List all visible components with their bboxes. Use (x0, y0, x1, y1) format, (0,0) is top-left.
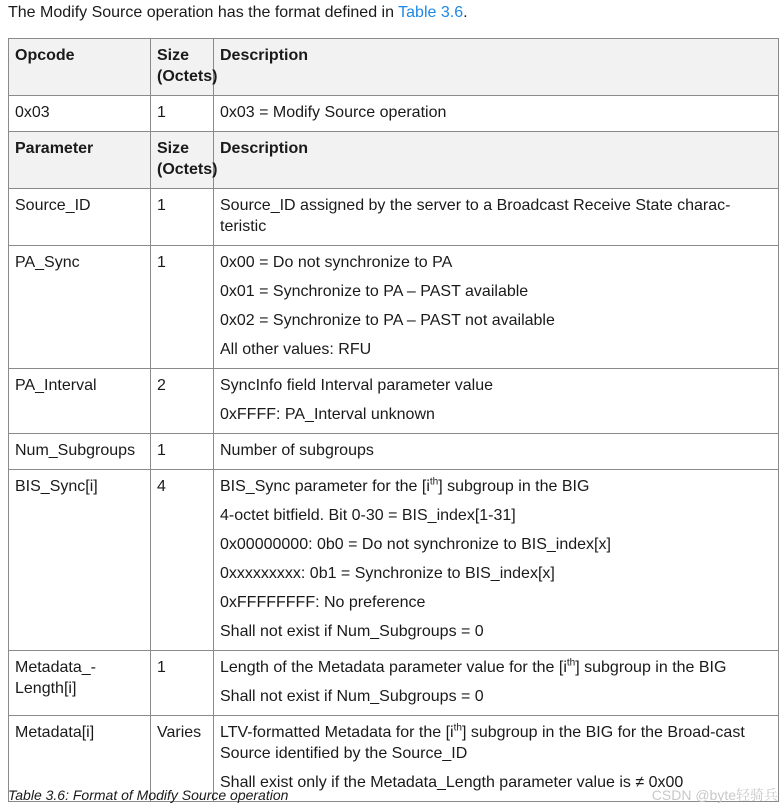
description-line: All other values: RFU (220, 341, 372, 358)
description-line: 0x03 = Modify Source operation (220, 104, 447, 121)
description-line: 0xFFFFFFFF: No preference (220, 594, 426, 611)
table-row (9, 434, 779, 470)
description-line: BIS_Sync parameter for the $[i^{th}]$ subgroup in the BIG (220, 476, 590, 495)
size-cell: 1 (151, 651, 214, 716)
watermark: CSDN @byte轻骑兵 (651, 787, 778, 803)
description-line: Length of the Metadata parameter value for the $[i^{th}]$ subgroup in the BIG (220, 657, 727, 676)
description-cell (214, 369, 779, 434)
size-cell: Varies (151, 716, 214, 802)
description-line: 0xxxxxxxxx: 0b1 = Synchronize to BIS_index[x] (220, 565, 555, 582)
parameter-header-row (9, 132, 779, 189)
header-cell: Opcode (9, 39, 151, 96)
intro-text: The Modify Source operation has the format defined in (8, 4, 399, 21)
header-cell: Parameter (9, 132, 151, 189)
header-cell: Description (214, 39, 779, 96)
opcode-header-row (9, 39, 779, 96)
description-cell (214, 434, 779, 470)
description-line: Shall not exist if Num_Subgroups = 0 (220, 688, 484, 705)
parameter-cell: PA_Interval (9, 369, 151, 434)
description-line: 0x01 = Synchronize to PA – PAST available (220, 283, 529, 300)
size-cell: 4 (151, 470, 214, 651)
description-cell (214, 96, 779, 132)
parameter-cell: PA_Sync (9, 246, 151, 369)
description-line: Shall not exist if Num_Subgroups = 0 (220, 623, 484, 640)
description-line: Number of subgroups (220, 442, 374, 459)
header-cell: Size (Octets) (151, 39, 214, 96)
table-row (9, 96, 779, 132)
size-cell: 2 (151, 369, 214, 434)
parameter-cell: Metadata_-Length[i] (9, 651, 151, 716)
table-caption: Table 3.6: Format of Modify Source operation (8, 787, 289, 803)
description-cell (214, 246, 779, 369)
description-line: Shall exist only if the Metadata_Length parameter value is ≠ 0x00 (220, 774, 684, 791)
description-line: LTV-formatted Metadata for the $[i^{th}]$ subgroup in the BIG for the Broad-cast Source identified by the Source_ID (220, 722, 745, 762)
description-cell (214, 651, 779, 716)
table-row (9, 189, 779, 246)
table-row (9, 651, 779, 716)
modify-source-table (8, 38, 779, 802)
intro-end: . (463, 4, 468, 21)
parameter-cell: Metadata[i] (9, 716, 151, 802)
header-cell: Description (214, 132, 779, 189)
table-link[interactable]: Table 3.6 (398, 4, 464, 21)
description-cell (214, 470, 779, 651)
size-cell: 1 (151, 96, 214, 132)
description-line: Source_ID assigned by the server to a Broadcast Receive State charac-teristic (220, 197, 731, 235)
description-line: 0x00000000: 0b0 = Do not synchronize to BIS_index[x] (220, 536, 611, 553)
size-cell: 1 (151, 189, 214, 246)
table-row (9, 246, 779, 369)
size-cell: 1 (151, 246, 214, 369)
description-line: 4-octet bitfield. Bit 0-30 = BIS_index[1-31] (220, 507, 516, 524)
table-row (9, 470, 779, 651)
description-line: 0xFFFF: PA_Interval unknown (220, 406, 435, 423)
description-cell (214, 189, 779, 246)
parameter-cell: 0x03 (9, 96, 151, 132)
parameter-cell: Source_ID (9, 189, 151, 246)
description-line: 0x00 = Do not synchronize to PA (220, 254, 453, 271)
intro-paragraph (8, 4, 468, 22)
description-line: SyncInfo field Interval parameter value (220, 377, 494, 394)
parameter-cell: BIS_Sync[i] (9, 470, 151, 651)
parameter-cell: Num_Subgroups (9, 434, 151, 470)
header-cell: Size (Octets) (151, 132, 214, 189)
description-line: 0x02 = Synchronize to PA – PAST not available (220, 312, 555, 329)
table-row (9, 369, 779, 434)
size-cell: 1 (151, 434, 214, 470)
